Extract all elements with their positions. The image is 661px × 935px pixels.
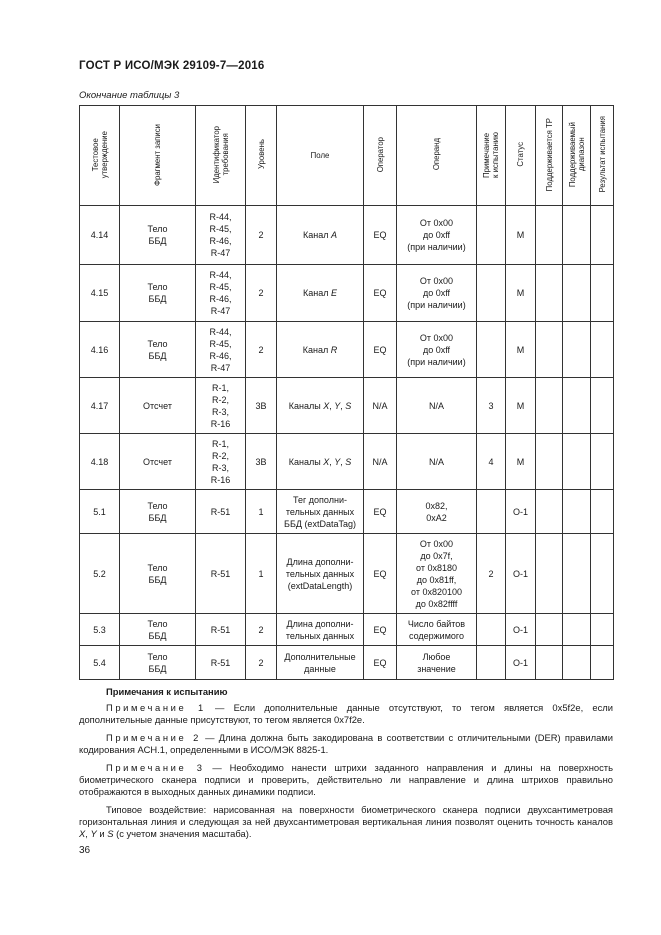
col-status-cell: M (506, 206, 536, 265)
col-operator-cell: EQ (364, 614, 397, 646)
col-test-assertion-cell: 4.14 (80, 206, 120, 265)
col-test-assertion-cell: 4.18 (80, 434, 120, 490)
col-requirement-id-cell: R-51 (196, 614, 246, 646)
col-status-cell: M (506, 378, 536, 434)
col-status-cell: O-1 (506, 646, 536, 680)
typical-impact-paragraph: Типовое воздействие: нарисованная на поверхности биометрического сканера подписи двухсантиметровая горизонтальная линия и следующая за ней двухсантиметровая вертикальная линия позволят оценить точность каналов X, Y и S (с учетом значения масштаба). (79, 804, 613, 839)
col-supported-range-cell (563, 265, 591, 322)
col-level-cell: 2 (246, 614, 277, 646)
col-field-cell: Канал Е (277, 265, 364, 322)
table-row (80, 534, 614, 614)
col-level-cell: 1 (246, 490, 277, 534)
col-test-result-label: Результат испытания (597, 116, 607, 193)
col-test-result-cell (591, 206, 614, 265)
col-requirement-id-cell: R-44, R-45, R-46, R-47 (196, 265, 246, 322)
col-test-note-cell: 2 (477, 534, 506, 614)
col-record-fragment-cell: Тело ББД (120, 265, 196, 322)
col-requirement-id-cell: R-51 (196, 490, 246, 534)
col-test-result-cell (591, 322, 614, 378)
note-label: Примечание 3 (106, 762, 205, 773)
col-operator-cell: EQ (364, 646, 397, 680)
col-field-cell: Длина дополни- тельных данных (extDataLength) (277, 534, 364, 614)
notes-heading: Примечания к испытанию (106, 686, 228, 697)
col-record-fragment-cell: Тело ББД (120, 490, 196, 534)
col-supported-tr-cell (536, 614, 563, 646)
col-test-assertion-cell: 5.1 (80, 490, 120, 534)
col-test-result-cell (591, 614, 614, 646)
col-test-note-header (477, 106, 506, 206)
note-item-3 (79, 762, 613, 798)
col-field-cell: Каналы X, Y, S (277, 378, 364, 434)
col-supported-range-cell (563, 378, 591, 434)
table-row (80, 434, 614, 490)
col-operand-label: Операнд (432, 138, 441, 171)
col-record-fragment-cell: Отсчет (120, 434, 196, 490)
col-operator-cell: N/A (364, 378, 397, 434)
col-test-assertion-cell: 5.4 (80, 646, 120, 680)
col-level-header (246, 106, 277, 206)
col-test-note-cell: 3 (477, 378, 506, 434)
col-requirement-id-cell: R-51 (196, 646, 246, 680)
note-text: — Длина должна быть закодирована в соответствии с отличительными (DER) правилами кодирования АСН.1, определенными в ИСО/МЭК 8825-1. (79, 732, 613, 755)
col-test-result-cell (591, 534, 614, 614)
col-supported-range-cell (563, 434, 591, 490)
col-supported-range-cell (563, 490, 591, 534)
col-level-cell: 2 (246, 322, 277, 378)
document-header-title: ГОСТ Р ИСО/МЭК 29109-7—2016 (79, 60, 265, 72)
col-test-note-cell (477, 614, 506, 646)
col-supported-tr-header (536, 106, 563, 206)
col-record-fragment-cell: Тело ББД (120, 322, 196, 378)
col-status-cell: O-1 (506, 534, 536, 614)
col-operand-cell: От 0x00 до 0xff (при наличии) (397, 322, 477, 378)
col-test-note-label: Примечание к испытанию (482, 131, 500, 178)
table-row (80, 378, 614, 434)
col-field-cell: Канал R (277, 322, 364, 378)
col-requirement-id-cell: R-44, R-45, R-46, R-47 (196, 322, 246, 378)
col-record-fragment-label: Фрагмент записи (153, 123, 162, 186)
table-row (80, 322, 614, 378)
col-test-result-cell (591, 490, 614, 534)
col-field-header (277, 106, 364, 206)
col-test-result-cell (591, 265, 614, 322)
col-operand-cell: N/A (397, 378, 477, 434)
col-operand-cell: Любое значение (397, 646, 477, 680)
col-operator-cell: EQ (364, 206, 397, 265)
col-supported-tr-cell (536, 434, 563, 490)
col-status-cell: O-1 (506, 490, 536, 534)
col-requirement-id-cell: R-51 (196, 534, 246, 614)
table-body (80, 206, 614, 680)
note-text: — Если дополнительные данные отсутствуют, то тегом является 0x5f2e, если дополнительные данные присутствуют, то тегом является 0x7f2e. (79, 702, 613, 725)
col-record-fragment-cell: Тело ББД (120, 614, 196, 646)
col-requirement-id-cell: R-44, R-45, R-46, R-47 (196, 206, 246, 265)
col-requirement-id-cell: R-1, R-2, R-3, R-16 (196, 434, 246, 490)
col-operand-cell: От 0x00 до 0x7f, от 0x8180 до 0x81ff, от 0x820100 до 0x82ffff (397, 534, 477, 614)
col-supported-tr-cell (536, 206, 563, 265)
col-operator-cell: N/A (364, 434, 397, 490)
col-field-cell: Тег дополни- тельных данных ББД (extDataTag) (277, 490, 364, 534)
col-operator-cell: EQ (364, 534, 397, 614)
col-operand-cell: 0x82, 0xA2 (397, 490, 477, 534)
col-test-result-cell (591, 434, 614, 490)
table-row (80, 265, 614, 322)
col-requirement-id-label: Идентификатор требования (211, 125, 230, 184)
notes-list (79, 702, 613, 798)
col-supported-tr-cell (536, 378, 563, 434)
col-test-note-cell (477, 490, 506, 534)
col-test-note-cell (477, 206, 506, 265)
col-test-note-cell (477, 646, 506, 680)
note-item-1 (79, 702, 613, 726)
col-operator-header (364, 106, 397, 206)
col-field-cell: Канал А (277, 206, 364, 265)
table-row (80, 646, 614, 680)
col-test-note-cell (477, 265, 506, 322)
page-number: 36 (79, 845, 91, 856)
col-level-label: Уровень (256, 139, 266, 170)
col-test-result-header (591, 106, 614, 206)
col-status-cell: M (506, 322, 536, 378)
col-level-cell: 1 (246, 534, 277, 614)
col-operator-cell: EQ (364, 265, 397, 322)
col-operand-cell: Число байтов содержимого (397, 614, 477, 646)
note-item-2 (79, 732, 613, 756)
col-level-cell: 2 (246, 646, 277, 680)
col-test-assertion-cell: 4.17 (80, 378, 120, 434)
col-supported-range-label: Поддерживаемый диапазон (567, 121, 586, 188)
test-notes (79, 686, 613, 846)
col-test-assertion-header (80, 106, 120, 206)
col-field-cell: Дополнительные данные (277, 646, 364, 680)
col-record-fragment-cell: Тело ББД (120, 646, 196, 680)
col-supported-range-cell (563, 534, 591, 614)
col-status-label: Статус (516, 142, 525, 167)
col-test-result-cell (591, 378, 614, 434)
col-status-cell: M (506, 265, 536, 322)
table-row (80, 206, 614, 265)
col-test-assertion-cell: 4.15 (80, 265, 120, 322)
col-record-fragment-header (120, 106, 196, 206)
col-test-assertion-cell: 5.3 (80, 614, 120, 646)
table-header-row (80, 106, 614, 206)
col-supported-tr-cell (536, 322, 563, 378)
col-operand-cell: От 0x00 до 0xff (при наличии) (397, 206, 477, 265)
col-operator-cell: EQ (364, 322, 397, 378)
col-record-fragment-cell: Тело ББД (120, 206, 196, 265)
col-test-result-cell (591, 646, 614, 680)
col-test-assertion-cell: 5.2 (80, 534, 120, 614)
col-supported-range-cell (563, 614, 591, 646)
col-field-cell: Каналы X, Y, S (277, 434, 364, 490)
table-row (80, 614, 614, 646)
col-supported-tr-label: Поддерживается ТР (544, 117, 554, 192)
col-supported-tr-cell (536, 534, 563, 614)
col-requirement-id-header (196, 106, 246, 206)
col-test-note-cell (477, 322, 506, 378)
col-supported-range-cell (563, 646, 591, 680)
col-supported-range-header (563, 106, 591, 206)
col-supported-tr-cell (536, 265, 563, 322)
col-operand-cell: N/A (397, 434, 477, 490)
col-operator-cell: EQ (364, 490, 397, 534)
col-status-cell: M (506, 434, 536, 490)
col-requirement-id-cell: R-1, R-2, R-3, R-16 (196, 378, 246, 434)
table-caption: Окончание таблицы 3 (79, 90, 180, 101)
note-label: Примечание 1 (106, 702, 206, 713)
col-level-cell: 2 (246, 265, 277, 322)
col-supported-tr-cell (536, 490, 563, 534)
col-supported-range-cell (563, 206, 591, 265)
col-status-header (506, 106, 536, 206)
col-record-fragment-cell: Отсчет (120, 378, 196, 434)
col-field-label: Поле (310, 151, 330, 160)
col-operand-header (397, 106, 477, 206)
note-label: Примечание 2 (106, 732, 201, 743)
col-level-cell: 3B (246, 378, 277, 434)
col-field-cell: Длина дополни- тельных данных (277, 614, 364, 646)
col-status-cell: O-1 (506, 614, 536, 646)
col-test-assertion-label: Тестовое утверждение (90, 130, 109, 179)
table-row (80, 490, 614, 534)
col-supported-tr-cell (536, 646, 563, 680)
col-test-assertion-cell: 4.16 (80, 322, 120, 378)
col-level-cell: 2 (246, 206, 277, 265)
col-level-cell: 3B (246, 434, 277, 490)
col-supported-range-cell (563, 322, 591, 378)
col-operand-cell: От 0x00 до 0xff (при наличии) (397, 265, 477, 322)
col-test-note-cell: 4 (477, 434, 506, 490)
col-record-fragment-cell: Тело ББД (120, 534, 196, 614)
col-operator-label: Оператор (375, 136, 385, 173)
note-text: — Необходимо нанести штрихи заданного направления и длины на поверхность биометрического сканера подписи и проверить, действительно ли направление и длина штрихов правильно отображаются в выходных данных динамики подписи. (79, 762, 613, 797)
test-assertions-table (79, 105, 614, 680)
